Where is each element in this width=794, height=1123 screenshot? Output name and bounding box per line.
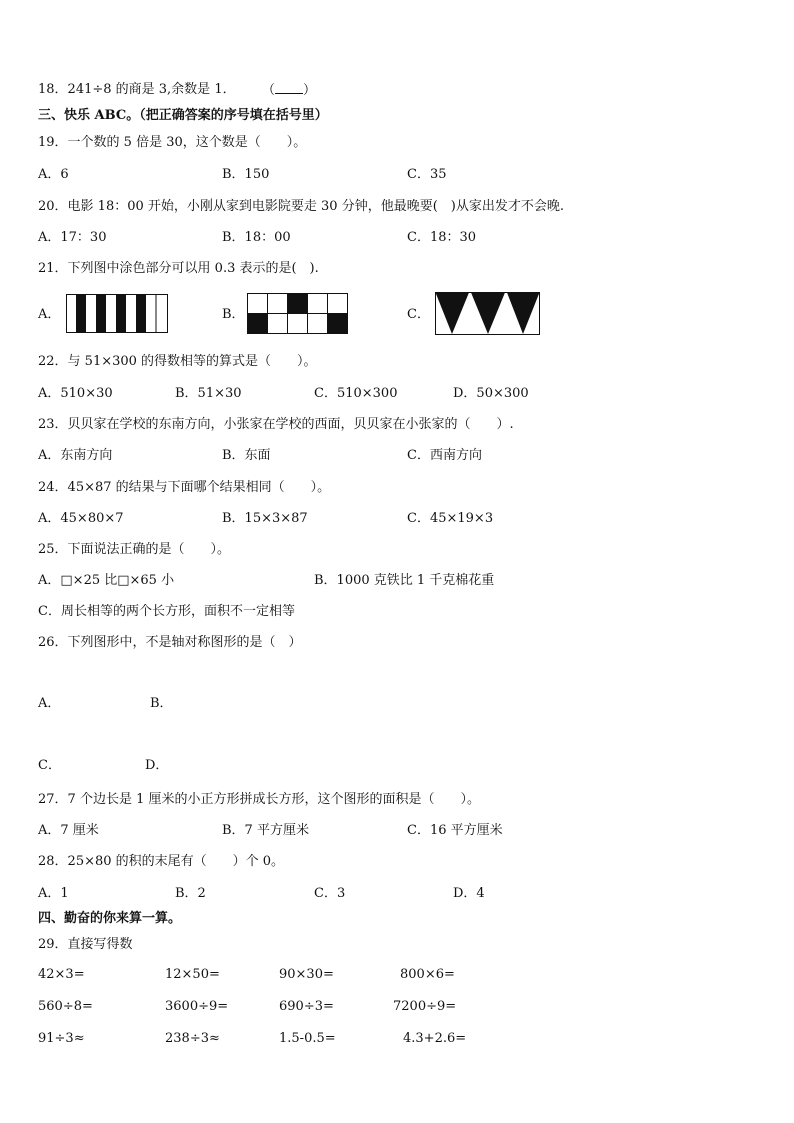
- q26-option-c[interactable]: C．: [38, 758, 61, 773]
- q22-option-b[interactable]: B．51×30: [175, 386, 242, 401]
- q28-option-d[interactable]: D．4: [453, 886, 485, 901]
- question-29-stem: 29．直接写得数: [38, 937, 133, 952]
- calc-item: 3600÷9=: [165, 999, 229, 1014]
- calc-item: 42×3=: [38, 967, 85, 982]
- q25-option-c[interactable]: C．周长相等的两个长方形，面积不一定相等: [38, 604, 295, 619]
- q24-option-a[interactable]: A．45×80×7: [38, 511, 124, 526]
- q24-option-b[interactable]: B．15×3×87: [222, 511, 308, 526]
- section-3-heading: 三、快乐 ABC。（把正确答案的序号填在括号里）: [38, 108, 328, 123]
- q23-option-a[interactable]: A．东南方向: [38, 448, 113, 463]
- q26-option-d[interactable]: D．: [145, 758, 169, 773]
- section-4-heading: 四、勤奋的你来算一算。: [38, 911, 182, 926]
- q22-option-a[interactable]: A．510×30: [38, 386, 113, 401]
- q20-option-b[interactable]: B．18：00: [222, 230, 291, 245]
- q20-option-c[interactable]: C．18：30: [407, 230, 477, 245]
- q21-option-c[interactable]: C．: [407, 307, 430, 322]
- q21-option-a[interactable]: A．: [38, 307, 61, 322]
- q21-figure-c-triangles: [435, 292, 541, 336]
- question-28-stem: 28．25×80 的积的末尾有（ ）个 0。: [38, 854, 285, 869]
- question-25-stem: 25．下面说法正确的是（ ）。: [38, 542, 231, 557]
- calc-item: 7200÷9=: [393, 999, 457, 1014]
- q19-option-c[interactable]: C．35: [407, 167, 447, 182]
- q25-option-a[interactable]: A．□×25 比□×65 小: [38, 573, 175, 588]
- q27-option-c[interactable]: C．16 平方厘米: [407, 823, 503, 838]
- calc-item: 560÷8=: [38, 999, 93, 1014]
- question-19-stem: 19．一个数的 5 倍是 30，这个数是（ ）。: [38, 135, 307, 150]
- q21-option-b[interactable]: B．: [222, 307, 245, 322]
- q27-option-a[interactable]: A．7 厘米: [38, 823, 99, 838]
- question-24-stem: 24．45×87 的结果与下面哪个结果相同（ ）。: [38, 480, 331, 495]
- q25-option-b[interactable]: B．1000 克铁比 1 千克棉花重: [314, 573, 495, 588]
- question-21-stem: 21．下列图中涂色部分可以用 0.3 表示的是( ).: [38, 261, 319, 276]
- q26-option-b[interactable]: B．: [150, 696, 173, 711]
- q22-option-c[interactable]: C．510×300: [314, 386, 398, 401]
- calc-item: 1.5-0.5=: [279, 1031, 336, 1046]
- q23-option-c[interactable]: C．西南方向: [407, 448, 482, 463]
- answer-blank-18[interactable]: （ ）: [262, 83, 317, 98]
- calc-item: 690÷3=: [279, 999, 334, 1014]
- q19-option-a[interactable]: A．6: [38, 167, 69, 182]
- calc-item: 4.3+2.6=: [403, 1031, 467, 1046]
- calc-item: 91÷3≈: [38, 1031, 85, 1046]
- question-18: [38, 82, 236, 98]
- calc-item: 238÷3≈: [165, 1031, 220, 1046]
- question-22-stem: 22．与 51×300 的得数相等的算式是（ ）。: [38, 354, 317, 369]
- calc-item: 12×50=: [165, 967, 220, 982]
- q23-option-b[interactable]: B．东面: [222, 448, 271, 463]
- question-26-stem: 26．下列图形中，不是轴对称图形的是（ ）: [38, 635, 302, 650]
- q22-option-d[interactable]: D．50×300: [453, 386, 529, 401]
- q26-option-a[interactable]: A．: [38, 696, 61, 711]
- q28-option-b[interactable]: B．2: [175, 886, 206, 901]
- q24-option-c[interactable]: C．45×19×3: [407, 511, 494, 526]
- question-20-stem: 20．电影 18：00 开始，小刚从家到电影院要走 30 分钟，他最晚要( )从家出发才不会晚.: [38, 199, 564, 214]
- question-18-text: 18．241÷8 的商是 3,余数是 1．: [38, 82, 236, 97]
- calc-item: 800×6=: [400, 967, 455, 982]
- q20-option-a[interactable]: A．17：30: [38, 230, 107, 245]
- q21-figure-a-stripes: [66, 294, 170, 334]
- calc-item: 90×30=: [279, 967, 334, 982]
- question-23-stem: 23．贝贝家在学校的东南方向，小张家在学校的西面，贝贝家在小张家的（ ）.: [38, 417, 514, 432]
- q27-option-b[interactable]: B．7 平方厘米: [222, 823, 309, 838]
- q19-option-b[interactable]: B．150: [222, 167, 270, 182]
- q21-figure-b-grid: [247, 293, 349, 335]
- q28-option-a[interactable]: A．1: [38, 886, 69, 901]
- q28-option-c[interactable]: C．3: [314, 886, 346, 901]
- question-27-stem: 27．7 个边长是 1 厘米的小正方形拼成长方形，这个图形的面积是（ ）。: [38, 792, 480, 807]
